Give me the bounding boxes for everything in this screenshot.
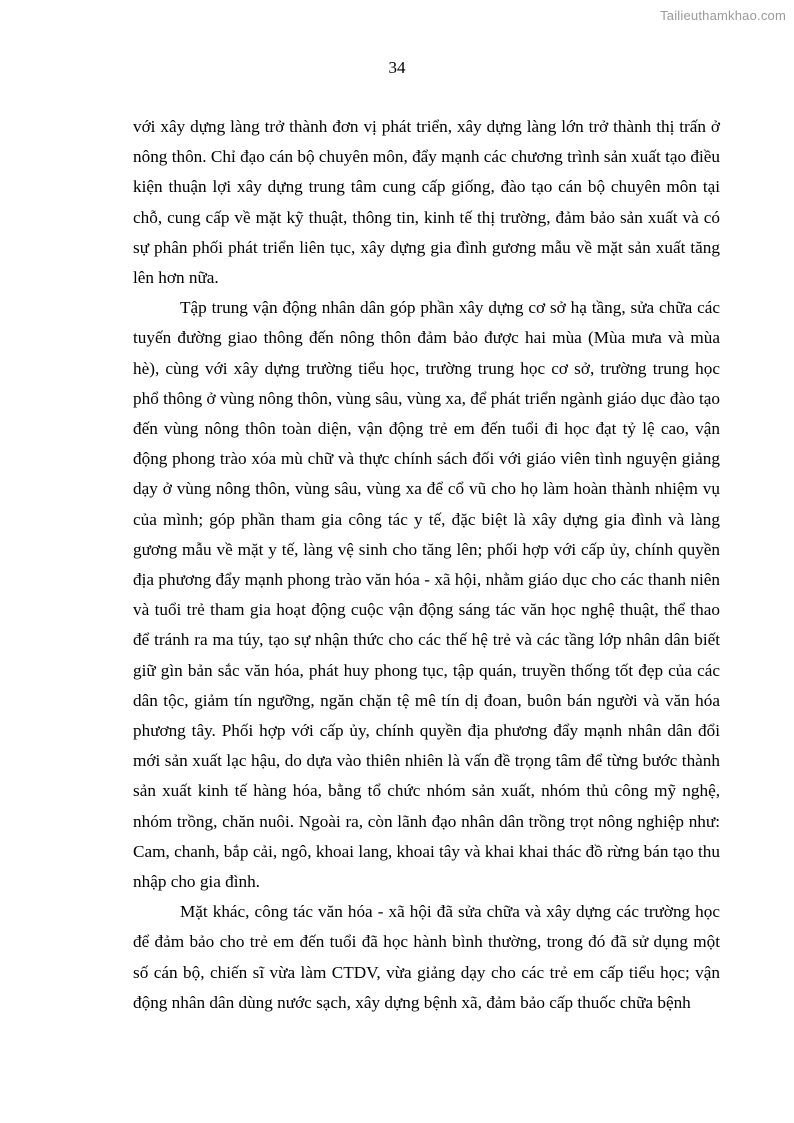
page-number: 34: [388, 58, 406, 77]
paragraph-culture-society: Mặt khác, công tác văn hóa - xã hội đã sửa chữa và xây dựng các trường học để đảm bảo cho trẻ em đến tuổi đã học hành bình thường, trong đó đã sử dụng một số cán bộ, chiến sĩ vừa làm CTDV, vừa giảng dạy cho các trẻ em cấp tiểu học; vận động nhân dân dùng nước sạch, xây dựng bệnh xã, đảm bảo cấp thuốc chữa bệnh: [133, 902, 720, 1012]
paragraph-continuation: với xây dựng làng trở thành đơn vị phát triển, xây dựng làng lớn trở thành thị trấn ở nông thôn. Chỉ đạo cán bộ chuyên môn, đẩy mạnh các chương trình sản xuất tạo điều kiện thuận lợi xây dựng trung tâm cung cấp giống, đào tạo cán bộ chuyên môn tại chỗ, cung cấp về mặt kỹ thuật, thông tin, kinh tế thị trường, đảm bảo sản xuất và có sự phân phối phát triển liên tục, xây dựng gia đình gương mẫu về mặt sản xuất tăng lên hơn nữa.: [133, 117, 720, 288]
document-body: [133, 112, 720, 1018]
paragraph-infrastructure: Tập trung vận động nhân dân góp phần xây dựng cơ sở hạ tầng, sửa chữa các tuyến đường giao thông đến nông thôn đảm bảo được hai mùa (Mùa mưa và mùa hè), cùng với xây dựng trường tiểu học, trường trung học cơ sở, trường trung học phổ thông ở vùng nông thôn, vùng sâu, vùng xa, để phát triển ngành giáo dục đào tạo đến vùng nông thôn toàn diện, vận động trẻ em đến tuổi đi học đạt tỷ lệ cao, vận động phong trào xóa mù chữ và thực chính sách đối với giáo viên tình nguyện giảng dạy ở vùng nông thôn, vùng sâu, vùng xa để cổ vũ cho họ làm hoàn thành nhiệm vụ của mình; góp phần tham gia công tác y tế, đặc biệt là xây dựng gia đình và làng gương mẫu về mặt y tế, làng vệ sinh cho tăng lên; phối hợp với cấp ủy, chính quyền địa phương đẩy mạnh phong trào văn hóa - xã hội, nhằm giáo dục cho các thanh niên và tuổi trẻ tham gia hoạt động cuộc vận động sáng tác văn học nghệ thuật, thể thao để tránh ra ma túy, tạo sự nhận thức cho các thế hệ trẻ và các tầng lớp nhân dân biết giữ gìn bản sắc văn hóa, phát huy phong tục, tập quán, truyền thống tốt đẹp của các dân tộc, giảm tín ngưỡng, ngăn chặn tệ mê tín dị đoan, buôn bán người và văn hóa phương tây. Phối hợp với cấp ủy, chính quyền địa phương đẩy mạnh nhân dân đổi mới sản xuất lạc hậu, do dựa vào thiên nhiên là vấn đề trọng tâm để từng bước thành sản xuất kinh tế hàng hóa, bằng tổ chức nhóm sản xuất, nhóm thủ công mỹ nghệ, nhóm trồng, chăn nuôi. Ngoài ra, còn lãnh đạo nhân dân trồng trọt nông nghiệp như: Cam, chanh, bắp cải, ngô, khoai lang, khoai tây và khai khai thác đồ rừng bán tạo thu nhập cho gia đình.: [133, 298, 720, 892]
watermark: Tailieuthamkhao.com: [660, 8, 786, 23]
